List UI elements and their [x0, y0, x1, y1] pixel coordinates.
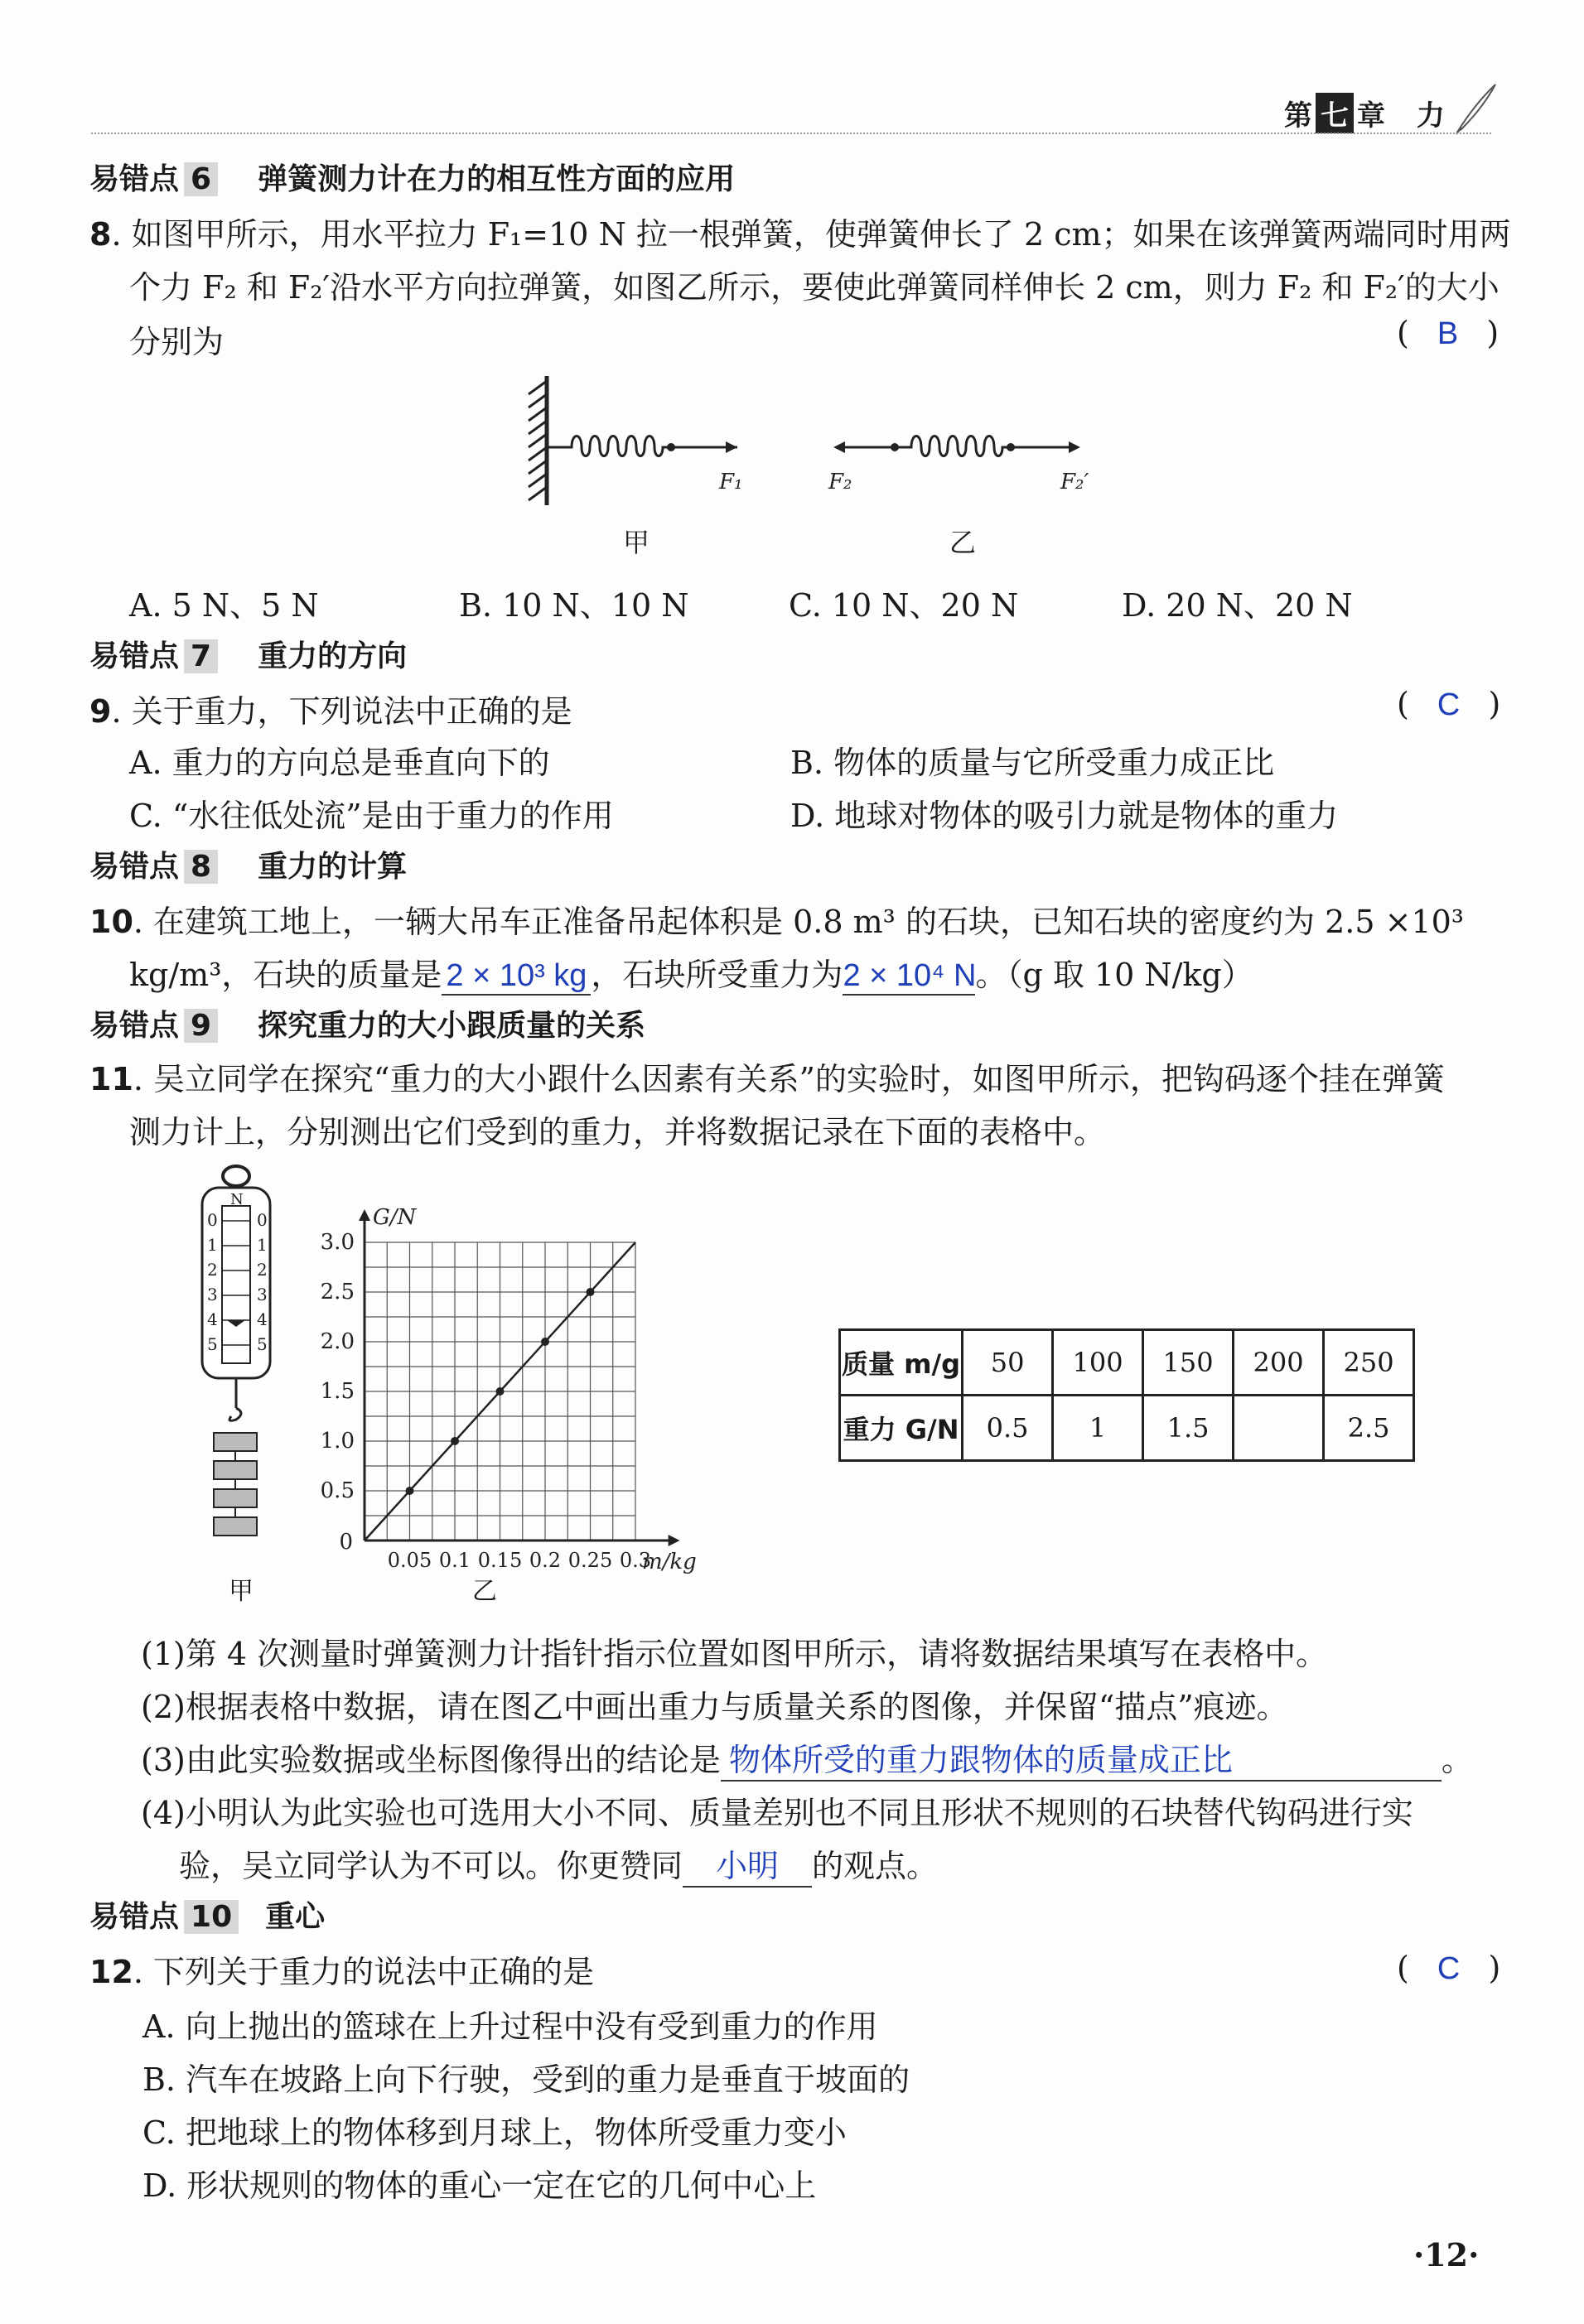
scale-tick-left: 2: [207, 1260, 218, 1280]
y-tick-label: 2.5: [320, 1280, 355, 1304]
section-10-heading: [89, 1893, 325, 1936]
fig-label-yi: 乙: [949, 527, 977, 558]
q10-line2: [129, 949, 1253, 996]
section-number: 10: [184, 1900, 239, 1934]
y-tick-label: 2.0: [320, 1329, 355, 1354]
chapter-number: 七: [1316, 93, 1354, 133]
q12-option-c: C. 把地球上的物体移到月球上，物体所受重力变小: [142, 2114, 847, 2151]
scale-tick-right: 4: [257, 1309, 268, 1329]
section-title: 重力的方向: [258, 639, 408, 673]
data-point: [406, 1487, 414, 1495]
scale-tick-right: 1: [257, 1235, 268, 1255]
q8-option-b: B. 10 N、10 N: [459, 587, 689, 624]
q11-sub2: (2)根据表格中数据，请在图乙中画出重力与质量关系的图像，并保留“描点”痕迹。: [141, 1689, 1288, 1725]
spring-jia: [547, 436, 671, 456]
table-cell-blank[interactable]: [1234, 1396, 1324, 1461]
table-header-gravity: 重力 G/N: [840, 1396, 963, 1461]
fig-label-jia-11: 甲: [229, 1577, 254, 1606]
data-point: [587, 1288, 595, 1296]
question-number: 11: [89, 1061, 133, 1097]
y-axis-arrow: [359, 1209, 370, 1221]
question-text: . 下列关于重力的说法中正确的是: [133, 1954, 595, 1990]
section-label: 易错点: [89, 850, 180, 884]
x-axis-arrow: [669, 1535, 680, 1546]
q11-line1: [89, 1054, 1445, 1099]
q10-blank-gravity[interactable]: 2 × 10⁴ N: [843, 958, 975, 996]
section-number: 7: [184, 639, 218, 673]
q11-sub3: [141, 1734, 1473, 1782]
scale-tick-right: 5: [257, 1334, 268, 1354]
q9-option-a: A. 重力的方向总是垂直向下的: [129, 745, 550, 781]
section-label: 易错点: [89, 639, 180, 673]
fig-label-jia: 甲: [623, 527, 650, 558]
table-cell: 1.5: [1143, 1396, 1234, 1461]
gravity-mass-chart: [307, 1176, 754, 1582]
scale-tick-left: 1: [207, 1235, 218, 1255]
q8-answer: B: [1437, 316, 1459, 351]
table-cell: 250: [1324, 1330, 1414, 1396]
question-number: 12: [89, 1954, 133, 1990]
scale-tick-left: 3: [207, 1285, 218, 1304]
q9-answer: C: [1437, 687, 1461, 722]
section-label: 易错点: [89, 1009, 180, 1043]
section-title: 弹簧测力计在力的相互性方面的应用: [258, 162, 736, 196]
q11-sub4-line2: [179, 1840, 938, 1888]
label-f2: F₂: [828, 470, 852, 494]
x-tick-label: 0.1: [438, 1549, 471, 1572]
section-label: 易错点: [89, 1900, 180, 1934]
data-point: [496, 1387, 505, 1396]
chapter-post: 章: [1357, 99, 1385, 133]
section-8-heading: [89, 843, 407, 885]
section-title: 重心: [265, 1900, 326, 1934]
question-number: 9: [89, 693, 112, 730]
q8-line3: 分别为: [129, 324, 225, 360]
scale-tick-left: 4: [207, 1309, 218, 1329]
table-row: [840, 1330, 1414, 1396]
y-axis-label: G/N: [373, 1205, 417, 1230]
q8-line1: [89, 209, 1511, 254]
x-axis-label: m/kg: [642, 1550, 697, 1574]
chapter-pre: 第: [1284, 99, 1312, 133]
q12-answer: C: [1437, 1951, 1461, 1986]
section-7-heading: [89, 633, 407, 675]
table-cell: 1: [1053, 1396, 1143, 1461]
q9-option-b: B. 物体的质量与它所受重力成正比: [790, 745, 1275, 781]
scale-tick-right: 2: [257, 1260, 268, 1280]
question-text: . 关于重力，下列说法中正确的是: [111, 693, 572, 730]
y-tick-label: 1.5: [320, 1379, 355, 1404]
chapter-title: 力: [1416, 99, 1445, 133]
q10-text-b: ，石块所受重力为: [591, 957, 843, 993]
q11-sub4-end: 的观点。: [812, 1848, 939, 1884]
q11-sub3-blank[interactable]: 物体所受的重力跟物体的质量成正比: [721, 1734, 1442, 1782]
table-cell: 200: [1234, 1330, 1324, 1396]
q11-sub1: (1)第 4 次测量时弹簧测力计指针指示位置如图甲所示，请将数据结果填写在表格中。: [141, 1636, 1328, 1672]
q11-sub3-text: (3)由此实验数据或坐标图像得出的结论是: [141, 1742, 721, 1778]
y-tick-label: 0.5: [320, 1478, 355, 1503]
scale-tick-right: 3: [257, 1285, 268, 1304]
q10-blank-mass[interactable]: 2 × 10³ kg: [442, 958, 591, 996]
q11-sub4-line1: (4)小明认为此实验也可选用大小不同、质量差别也不同且形状不规则的石块替代钩码进行实: [141, 1795, 1413, 1831]
q11-sub4-text: 验，吴立同学认为不可以。你更赞同: [179, 1848, 683, 1884]
page-number: ·12·: [1413, 2236, 1480, 2273]
table-row: [840, 1396, 1414, 1461]
scale-tick-right: 0: [257, 1210, 268, 1230]
wall-jia: [529, 376, 547, 505]
q8-option-c: C. 10 N、20 N: [789, 587, 1019, 624]
question-text: . 在建筑工地上，一辆大吊车正准备吊起体积是 0.8 m³ 的石块，已知石块的密度约为 2.5 ×10³: [133, 904, 1465, 940]
q12-option-a: A. 向上抛出的篮球在上升过程中没有受到重力的作用: [142, 2008, 878, 2045]
section-title: 探究重力的大小跟质量的关系: [258, 1009, 646, 1043]
q10-text-a: kg/m³，石块的质量是: [129, 957, 442, 993]
feather-pen-icon: [1450, 80, 1499, 137]
q11-sub3-end: 。: [1441, 1742, 1473, 1778]
x-tick-label: 0.25: [567, 1549, 613, 1572]
q12-stem: [89, 1946, 594, 1992]
table-cell: 150: [1143, 1330, 1234, 1396]
section-9-heading: [89, 1002, 645, 1044]
q9-option-c: C. “水往低处流”是由于重力的作用: [129, 798, 614, 834]
question-text: . 如图甲所示，用水平拉力 F₁=10 N 拉一根弹簧，使弹簧伸长了 2 cm；如果在该弹簧两端同时用两: [111, 216, 1511, 253]
question-text: . 吴立同学在探究“重力的大小跟什么因素有关系”的实验时，如图甲所示，把钩码逐个挂在弹簧: [133, 1061, 1445, 1097]
data-point: [451, 1437, 459, 1445]
q8-option-a: A. 5 N、5 N: [129, 587, 319, 624]
header-rule: [91, 133, 1491, 134]
table-cell: 0.5: [963, 1396, 1053, 1461]
fig-label-yi-11: 乙: [472, 1577, 497, 1606]
y-tick-label: 1.0: [320, 1429, 355, 1454]
q10-line1: [89, 896, 1464, 942]
q9-answer-parens: ( C ): [1397, 686, 1501, 722]
spring-figure: [514, 364, 1110, 530]
section-label: 易错点: [89, 162, 180, 196]
q12-option-d: D. 形状规则的物体的重心一定在它的几何中心上: [142, 2167, 817, 2204]
y-tick-label: 3.0: [320, 1230, 355, 1255]
table-cell: 100: [1053, 1330, 1143, 1396]
label-f1: F₁: [719, 470, 743, 494]
question-number: 8: [89, 216, 112, 253]
q8-line2: 个力 F₂ 和 F₂′沿水平方向拉弹簧，如图乙所示，要使此弹簧同样伸长 2 cm，则力 F₂ 和 F₂′的大小: [129, 269, 1499, 306]
origin-label: 0: [339, 1530, 353, 1555]
q11-sub4-blank[interactable]: 小明: [683, 1840, 812, 1888]
question-number: 10: [89, 904, 133, 940]
q11-line2: 测力计上，分别测出它们受到的重力，并将数据记录在下面的表格中。: [129, 1114, 1106, 1150]
q8-option-d: D. 20 N、20 N: [1122, 587, 1353, 624]
x-tick-label: 0.2: [529, 1549, 562, 1572]
scale-tick-left: 5: [207, 1334, 218, 1354]
data-point: [541, 1338, 549, 1346]
section-number: 9: [184, 1009, 218, 1043]
q10-text-c: 。（g 取 10 N/kg）: [975, 957, 1253, 993]
section-6-heading: [89, 156, 735, 198]
table-cell: 2.5: [1324, 1396, 1414, 1461]
q9-stem: [89, 686, 572, 731]
table-cell: 50: [963, 1330, 1053, 1396]
x-tick-label: 0.15: [477, 1549, 523, 1572]
section-number: 6: [184, 162, 218, 196]
q12-answer-parens: ( C ): [1397, 1950, 1501, 1986]
table-header-mass: 质量 m/g: [840, 1330, 963, 1396]
scale-tick-left: 0: [207, 1210, 218, 1230]
q9-option-d: D. 地球对物体的吸引力就是物体的重力: [790, 798, 1339, 834]
page-header: [1284, 93, 1445, 133]
x-tick-label: 0.05: [387, 1549, 432, 1572]
q12-option-b: B. 汽车在坡路上向下行驶，受到的重力是垂直于坡面的: [142, 2061, 910, 2098]
spring-yi: [895, 436, 1011, 456]
x-tick-label: 0.3: [619, 1549, 652, 1572]
spring-scale-figure: [191, 1160, 290, 1574]
section-title: 重力的计算: [258, 850, 408, 884]
data-table: [838, 1328, 1415, 1462]
scale-unit: N: [230, 1191, 244, 1208]
q8-answer-parens: ( B ): [1397, 315, 1499, 351]
section-number: 8: [184, 850, 218, 884]
label-f2-prime: F₂′: [1060, 470, 1089, 494]
